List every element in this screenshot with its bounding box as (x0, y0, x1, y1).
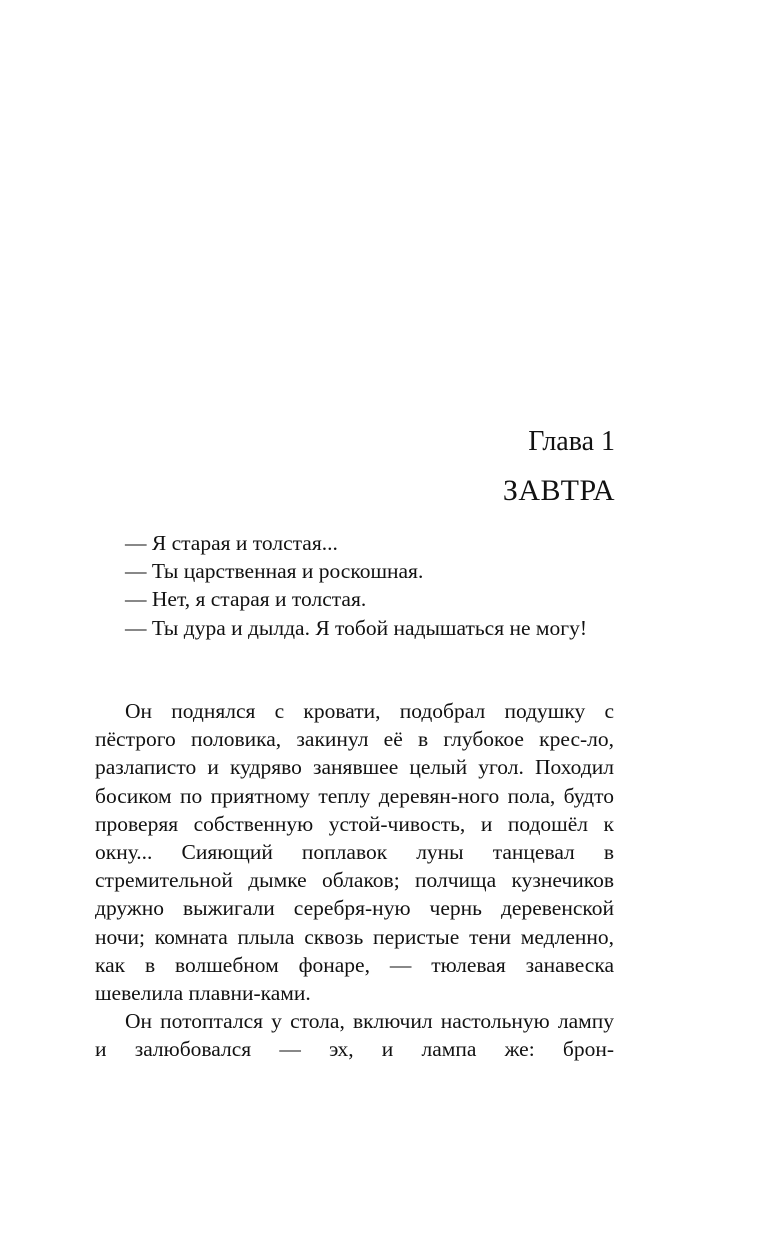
narrative-paragraph: Он поднялся с кровати, подобрал подушку с пёстрого половика, закинул её в глубокое крес-ло, разлаписто и кудряво занявшее целый угол. Походил босиком по приятному теплу деревян-ного пола, будто проверяя собственную устой-чивость, и подошёл к окну... Сияющий поплавок луны танцевал в стремительной дымке облаков; полчища кузнечиков дружно выжигали серебря-ную чернь деревенской ночи; комната плыла сквозь перистые тени медленно, как в волшебном фонаре, — тюлевая занавеска шевелила плавни-ками. (95, 699, 614, 1006)
narrative-block (95, 697, 614, 1064)
narrative-paragraph: Он потоптался у стола, включил настольную лампу и залюбовался — эх, и лампа же: брон- (95, 1009, 614, 1062)
chapter-title: ЗАВТРА (502, 474, 615, 507)
chapter-number: Глава 1 (528, 426, 615, 457)
dialogue-line: — Ты дура и дылда. Я тобой надышаться не могу! (125, 615, 587, 640)
dialogue-line: — Я старая и толстая... (125, 531, 338, 555)
dialogue-line: — Нет, я старая и толстая. (125, 587, 367, 612)
dialogue-line: — Ты царственная и роскошная. (125, 559, 424, 584)
dialogue-block (95, 529, 614, 642)
